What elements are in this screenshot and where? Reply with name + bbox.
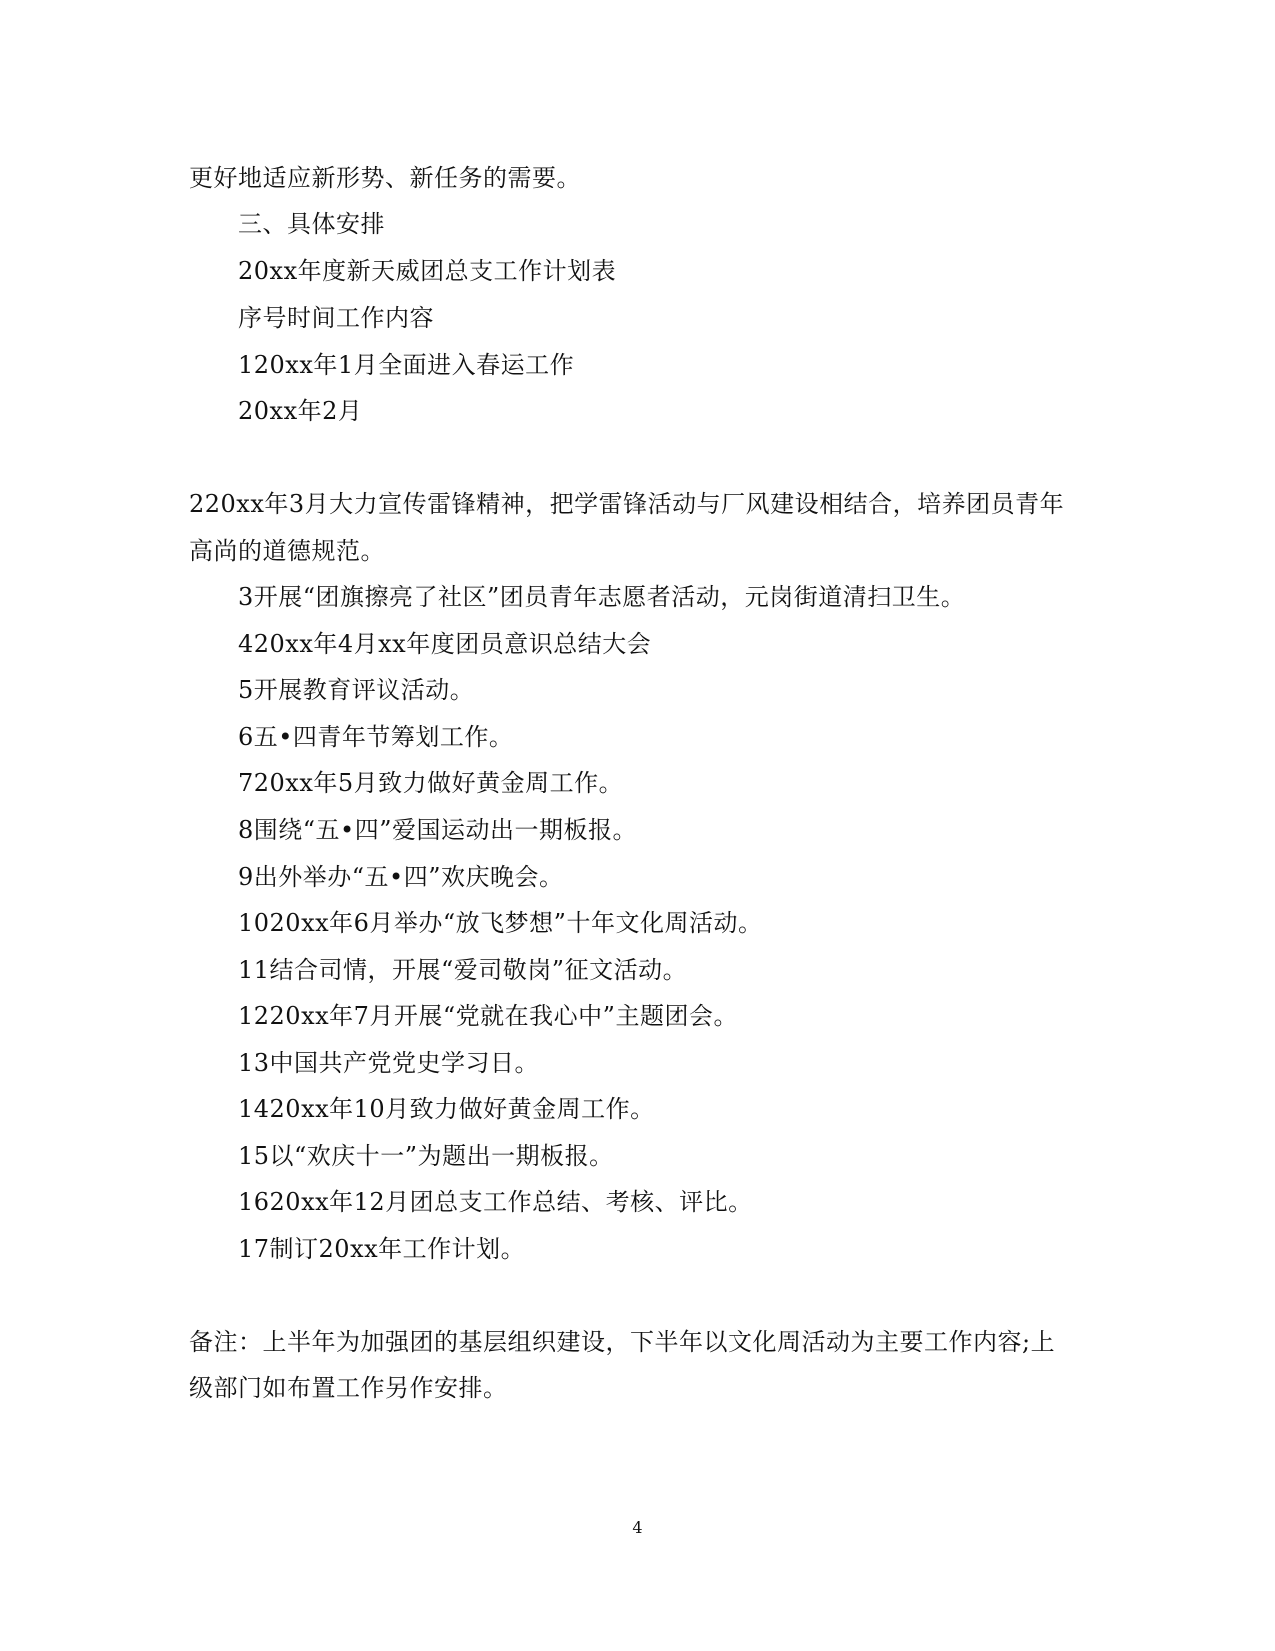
plan-item: 15以“欢庆十一”为题出一期板报。 [238,1142,614,1170]
plan-item: 5开展教育评议活动。 [238,676,475,704]
plan-item: 120xx年1月全面进入春运工作 [238,351,575,379]
plan-item: 8围绕“五•四”爱国运动出一期板报。 [238,816,637,844]
plan-item: 420xx年4月xx年度团员意识总结大会 [238,630,652,658]
page-number: 4 [632,1518,643,1537]
plan-item: 20xx年2月 [238,397,363,425]
plan-item: 1020xx年6月举办“放飞梦想”十年文化周活动。 [238,909,763,937]
plan-item: 17制订20xx年工作计划。 [238,1235,526,1263]
remark-line: 备注：上半年为加强团的基层组织建设，下半年以文化周活动为主要工作内容;上 [189,1328,1056,1356]
plan-item: 13中国共产党党史学习日。 [238,1049,540,1077]
remark-line-continued: 级部门如布置工作另作安排。 [189,1374,508,1402]
plan-item: 9出外举办“五•四”欢庆晚会。 [238,863,564,891]
plan-item: 1220xx年7月开展“党就在我心中”主题团会。 [238,1002,738,1030]
plan-item: 1620xx年12月团总支工作总结、考核、评比。 [238,1188,753,1216]
plan-item: 1420xx年10月致力做好黄金周工作。 [238,1095,655,1123]
text-line: 更好地适应新形势、新任务的需要。 [189,164,581,192]
section-heading: 三、具体安排 [238,210,385,238]
plan-item: 11结合司情，开展“爱司敬岗”征文活动。 [238,956,688,984]
plan-item: 220xx年3月大力宣传雷锋精神，把学雷锋活动与厂风建设相结合，培养团员青年 [189,490,1065,518]
plan-item: 3开展“团旗擦亮了社区”团员青年志愿者活动，元岗街道清扫卫生。 [238,583,966,611]
table-title: 20xx年度新天威团总支工作计划表 [238,257,617,285]
table-header: 序号时间工作内容 [238,304,434,332]
plan-item: 6五•四青年节筹划工作。 [238,723,514,751]
plan-item-continued: 高尚的道德规范。 [189,537,385,565]
plan-item: 720xx年5月致力做好黄金周工作。 [238,769,624,797]
